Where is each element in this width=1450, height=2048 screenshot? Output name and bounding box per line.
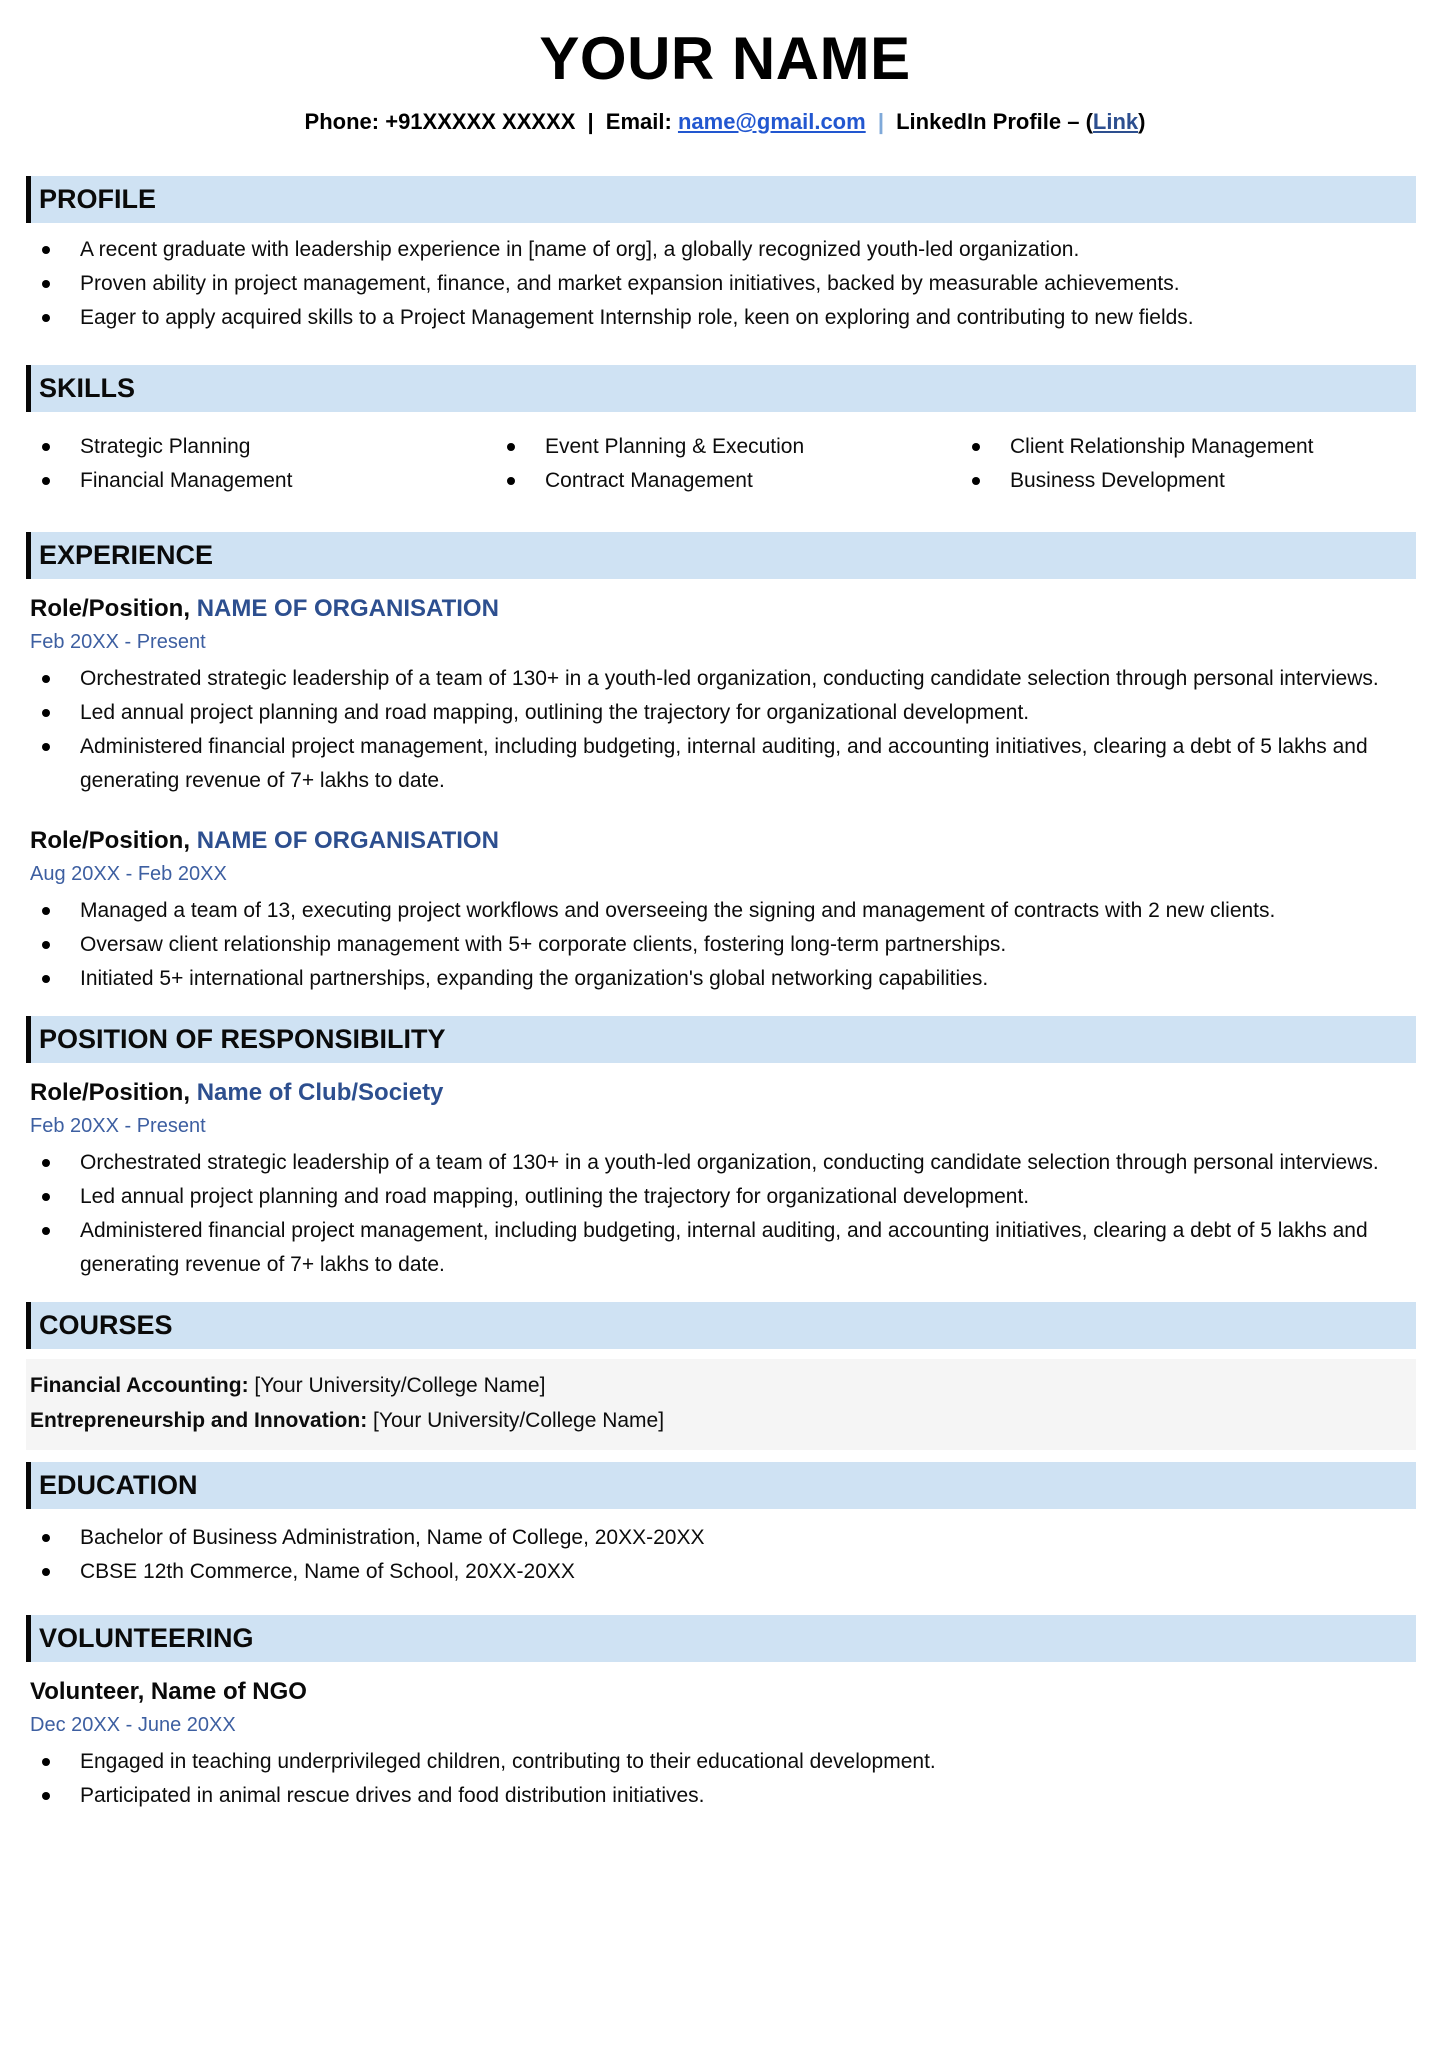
role-bullet-item — [26, 662, 1382, 696]
resume-name-title: YOUR NAME — [539, 25, 911, 92]
role-bullet-text: Orchestrated strategic leadership of a team of 130+ in a youth-led organization, conducting candidate selection through personal interviews. — [80, 667, 1379, 690]
skill-item — [491, 464, 956, 498]
bullet-dot-icon — [42, 280, 50, 288]
course-value: [Your University/College Name] — [254, 1374, 546, 1397]
role-bullet-text: Administered financial project management, including budgeting, internal auditing, and accounting initiatives, clearing a debt of 5 lakhs and generating revenue of 7+ lakhs to date. — [80, 735, 1368, 792]
skill-text: Business Development — [1010, 469, 1225, 492]
role-bullet-item — [26, 1180, 1382, 1214]
role-heading — [30, 594, 1416, 624]
bullet-dot-icon — [42, 907, 50, 915]
role-bullet-text: Administered financial project management, including budgeting, internal auditing, and accounting initiatives, clearing a debt of 5 lakhs and generating revenue of 7+ lakhs to date. — [80, 1219, 1368, 1276]
role-bullet-item — [26, 1214, 1382, 1282]
course-value: [Your University/College Name] — [373, 1409, 665, 1432]
skill-text: Strategic Planning — [80, 435, 251, 458]
education-bullet-item — [26, 1555, 1416, 1589]
role-bullet-text: Led annual project planning and road mapping, outlining the trajectory for organizational development. — [80, 701, 1030, 724]
profile-bullet-text: A recent graduate with leadership experience in [name of org], a globally recognized youth-led organization. — [80, 238, 1080, 261]
profile-bullet-item — [26, 233, 1416, 267]
role-bullet-text: Managed a team of 13, executing project workflows and overseeing the signing and management of contracts with 2 new clients. — [80, 899, 1276, 922]
bullet-dot-icon — [42, 314, 50, 322]
linkedin-link[interactable]: Link — [1092, 109, 1139, 134]
skill-item — [491, 430, 956, 464]
bullet-dot-icon — [972, 477, 980, 485]
bullet-dot-icon — [42, 675, 50, 683]
courses-box — [26, 1359, 1416, 1450]
role-bullet-item — [26, 962, 1382, 996]
email-label: Email: — [605, 109, 672, 134]
volunteering-bullet-text: Engaged in teaching underprivileged children, contributing to their educational development. — [80, 1750, 936, 1773]
skill-item — [26, 464, 491, 498]
role-dates: Feb 20XX - Present — [30, 1115, 206, 1137]
role-bullet-item — [26, 894, 1382, 928]
skills-column-3 — [956, 430, 1416, 498]
contact-separator-blue: | — [877, 109, 884, 134]
role-bullets — [26, 1146, 1382, 1282]
profile-bullet-text: Eager to apply acquired skills to a Project Management Internship role, keen on exploring and contributing to new fields. — [80, 306, 1194, 329]
role-dates: Feb 20XX - Present — [30, 631, 206, 653]
profile-bullet-text: Proven ability in project management, finance, and market expansion initiatives, backed by measurable achievements. — [80, 272, 1180, 295]
phone-label: Phone: — [304, 109, 380, 134]
skill-item — [26, 430, 491, 464]
role-label: Role/Position, — [30, 1079, 191, 1106]
role-bullet-text: Initiated 5+ international partnerships, expanding the organization's global networking capabilities. — [80, 967, 989, 990]
education-bullet-text: Bachelor of Business Administration, Name of College, 20XX-20XX — [80, 1526, 705, 1549]
course-label: Financial Accounting: — [30, 1374, 249, 1397]
volunteering-role — [30, 1677, 1416, 1813]
profile-bullet-item — [26, 267, 1416, 301]
organisation-name: NAME OF ORGANISATION — [196, 827, 499, 854]
role-bullet-item — [26, 730, 1382, 798]
role-dates: Aug 20XX - Feb 20XX — [30, 863, 227, 885]
contact-separator: | — [587, 109, 594, 134]
education-bullet-item — [26, 1521, 1416, 1555]
phone-value: +91XXXXX XXXXX — [385, 109, 576, 134]
role-heading — [30, 826, 1416, 856]
bullet-dot-icon — [507, 443, 515, 451]
section-header-skills: SKILLS — [26, 365, 1416, 412]
skill-item — [956, 430, 1416, 464]
role-bullet-text: Led annual project planning and road mapping, outlining the trajectory for organizational development. — [80, 1185, 1030, 1208]
skill-text: Contract Management — [545, 469, 753, 492]
bullet-dot-icon — [42, 941, 50, 949]
skill-text: Event Planning & Execution — [545, 435, 805, 458]
volunteer-dates: Dec 20XX - June 20XX — [30, 1714, 236, 1736]
skills-grid — [26, 430, 1416, 498]
section-header-volunteering: VOLUNTEERING — [26, 1615, 1416, 1662]
contact-line — [0, 108, 1450, 136]
bullet-dot-icon — [42, 1227, 50, 1235]
section-header-courses: COURSES — [26, 1302, 1416, 1349]
bullet-dot-icon — [42, 975, 50, 983]
course-line — [30, 1403, 1406, 1438]
volunteer-heading: Volunteer, Name of NGO — [30, 1678, 307, 1705]
skill-item — [956, 464, 1416, 498]
skill-text: Financial Management — [80, 469, 293, 492]
linkedin-suffix: ) — [1138, 109, 1146, 134]
experience-role-1 — [30, 594, 1416, 798]
linkedin-label: LinkedIn Profile – ( — [896, 109, 1093, 134]
bullet-dot-icon — [42, 477, 50, 485]
bullet-dot-icon — [42, 443, 50, 451]
bullet-dot-icon — [42, 1758, 50, 1766]
section-header-education: EDUCATION — [26, 1462, 1416, 1509]
club-society-name: Name of Club/Society — [196, 1079, 444, 1106]
role-heading — [30, 1078, 1416, 1108]
bullet-dot-icon — [42, 1568, 50, 1576]
bullet-dot-icon — [972, 443, 980, 451]
profile-bullet-item — [26, 301, 1416, 335]
role-bullet-text: Orchestrated strategic leadership of a team of 130+ in a youth-led organization, conducting candidate selection through personal interviews. — [80, 1151, 1379, 1174]
organisation-name: NAME OF ORGANISATION — [196, 595, 499, 622]
role-label: Role/Position, — [30, 827, 191, 854]
section-header-experience: EXPERIENCE — [26, 532, 1416, 579]
por-role-1 — [30, 1078, 1416, 1282]
role-bullet-item — [26, 696, 1382, 730]
bullet-dot-icon — [42, 1193, 50, 1201]
skills-column-2 — [491, 430, 956, 498]
bullet-dot-icon — [42, 709, 50, 717]
education-bullets — [26, 1521, 1416, 1589]
bullet-dot-icon — [42, 1792, 50, 1800]
email-link[interactable]: name@gmail.com — [677, 109, 866, 134]
education-bullet-text: CBSE 12th Commerce, Name of School, 20XX-20XX — [80, 1560, 575, 1583]
bullet-dot-icon — [42, 246, 50, 254]
bullet-dot-icon — [507, 477, 515, 485]
role-label: Role/Position, — [30, 595, 191, 622]
volunteering-bullet-text: Participated in animal rescue drives and food distribution initiatives. — [80, 1784, 705, 1807]
role-bullets — [26, 662, 1382, 798]
role-bullet-item — [26, 1146, 1382, 1180]
profile-bullets — [26, 233, 1416, 335]
role-bullet-item — [26, 928, 1382, 962]
bullet-dot-icon — [42, 743, 50, 751]
section-header-position-of-responsibility: POSITION OF RESPONSIBILITY — [26, 1016, 1416, 1063]
volunteering-bullet-item — [26, 1779, 1382, 1813]
volunteering-bullet-item — [26, 1745, 1382, 1779]
experience-role-2 — [30, 826, 1416, 996]
bullet-dot-icon — [42, 1534, 50, 1542]
volunteering-bullets — [26, 1745, 1382, 1813]
course-line — [30, 1368, 1406, 1403]
role-bullet-text: Oversaw client relationship management with 5+ corporate clients, fostering long-term partnerships. — [80, 933, 1007, 956]
role-bullets — [26, 894, 1382, 996]
course-label: Entrepreneurship and Innovation: — [30, 1409, 368, 1432]
bullet-dot-icon — [42, 1159, 50, 1167]
section-header-profile: PROFILE — [26, 176, 1416, 223]
skill-text: Client Relationship Management — [1010, 435, 1314, 458]
skills-column-1 — [26, 430, 491, 498]
